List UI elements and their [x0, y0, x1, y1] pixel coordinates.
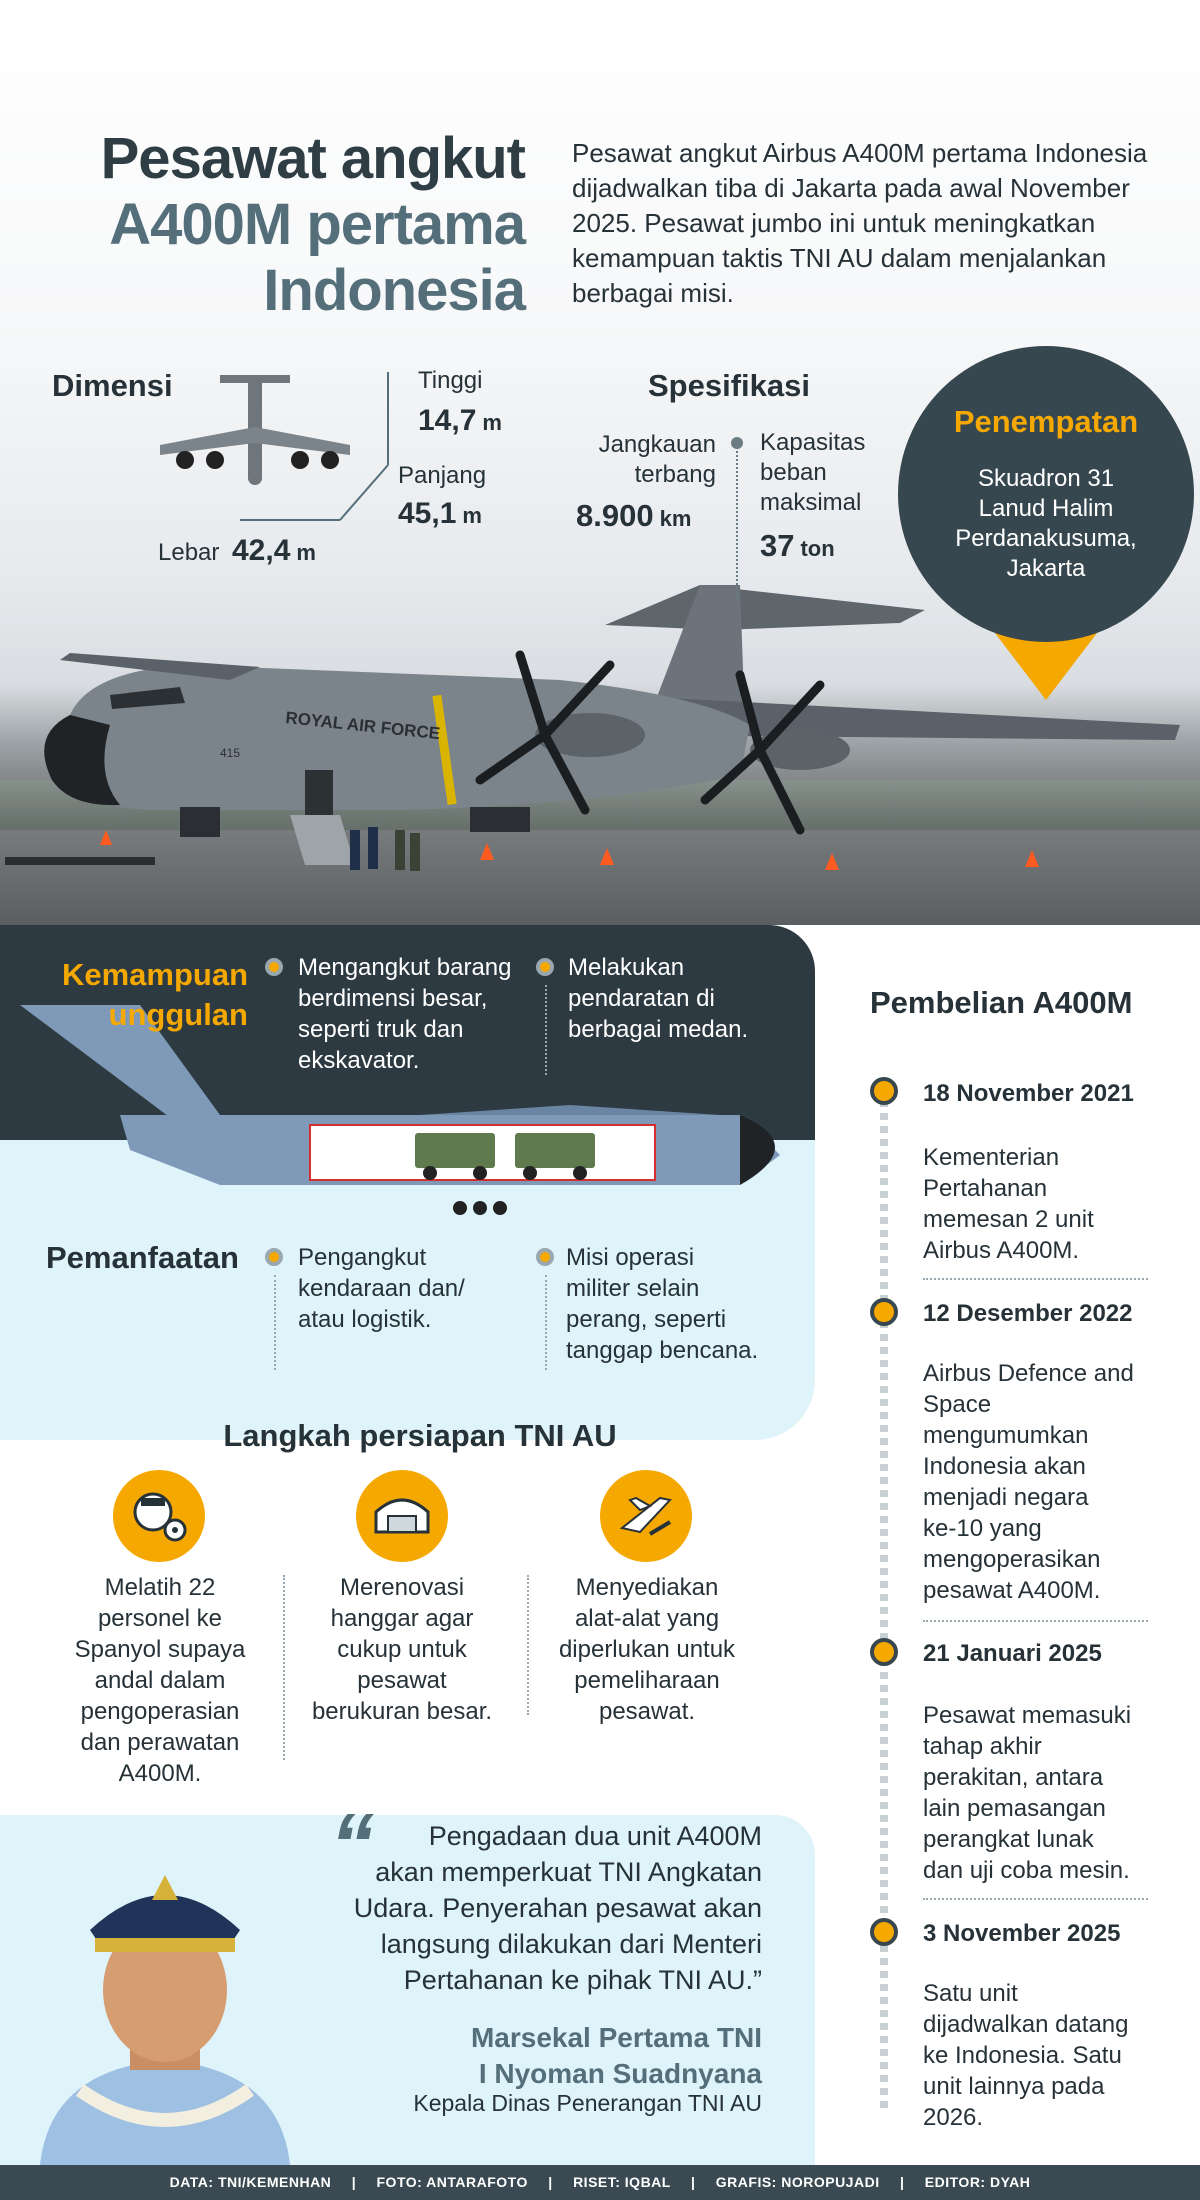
hangar-icon: [356, 1470, 448, 1562]
kemampuan-item-1-line: seperti truk dan: [298, 1016, 464, 1043]
kemampuan-item-2-line: pendaratan di: [568, 985, 715, 1012]
penempatan-line-1: Skuadron 31: [977, 465, 1115, 492]
timeline-text: [923, 1358, 1163, 1606]
penempatan-title: Penempatan: [953, 404, 1139, 439]
kemampuan-title-line-1: Kemampuan: [61, 957, 248, 992]
quote-author-name: [300, 2020, 762, 2092]
penempatan-line-4: Jakarta: [1006, 555, 1086, 582]
timeline-line: Airbus Defence and: [923, 1360, 1134, 1387]
timeline-text: [923, 1700, 1163, 1886]
credit-separator: |: [899, 2174, 905, 2190]
pemanfaatan-item-1: [298, 1242, 518, 1335]
credit-separator: |: [351, 2174, 357, 2190]
credit-riset: RISET: IQBAL: [573, 2174, 671, 2190]
payload-unit: ton: [800, 536, 835, 561]
penempatan-body: [898, 464, 1194, 584]
step-1-line: dan perawatan: [80, 1729, 240, 1756]
page-title: [40, 126, 525, 324]
kemampuan-item-2-line: berbagai medan.: [568, 1016, 749, 1043]
penempatan-line-3: Perdanakusuma,: [955, 525, 1137, 552]
timeline-line: ke Indonesia. Satu: [923, 2042, 1122, 2069]
kemampuan-title-line-2: unggulan: [108, 997, 248, 1032]
step-1-line: Melatih 22: [104, 1574, 216, 1601]
range-label-1: Jangkauan: [598, 431, 716, 458]
intro-paragraph: Pesawat angkut Airbus A400M pertama Indonesia dijadwalkan tiba di Jakarta pada awal November 2025. Pesawat jumbo ini untuk meningkatkan kemampuan taktis TNI AU dalam menjalankan berbagai misi.: [572, 138, 1148, 308]
step-2-line: pesawat: [357, 1667, 447, 1694]
credit-editor: EDITOR: DYAH: [924, 2174, 1031, 2190]
panjang-unit: m: [462, 503, 482, 528]
timeline-date: 3 November 2025: [923, 1920, 1121, 1947]
tinggi-unit: m: [482, 410, 502, 435]
langkah-title: Langkah persiapan TNI AU: [223, 1418, 617, 1453]
timeline-line: 2026.: [923, 2104, 984, 2131]
lebar-label: Lebar: [158, 539, 220, 566]
credit-data: DATA: TNI/KEMENHAN: [169, 2174, 332, 2190]
lebar-value-group: [232, 534, 316, 568]
pemanfaatan-item-1-line: Pengangkut: [298, 1244, 427, 1271]
timeline-date: 12 Desember 2022: [923, 1300, 1133, 1327]
range-value: 8.900: [576, 498, 654, 533]
timeline-line: memesan 2 unit: [923, 1206, 1094, 1233]
tinggi-label: Tinggi: [418, 367, 483, 394]
tail-number: 415: [220, 746, 241, 760]
livery-text: ROYAL AIR FORCE: [284, 708, 441, 744]
step-1-line: pengoperasian: [80, 1698, 240, 1725]
step-3-line: Menyediakan: [575, 1574, 719, 1601]
title-line-3: Indonesia: [263, 258, 525, 323]
kemampuan-title: [38, 955, 248, 1035]
kemampuan-item-2-line: Melakukan: [568, 954, 685, 981]
timeline-dot: [870, 1077, 898, 1105]
kemampuan-item-1-line: berdimensi besar,: [298, 985, 488, 1012]
step-3-line: pesawat.: [598, 1698, 696, 1725]
quote-line: Udara. Penyerahan pesawat akan: [353, 1893, 762, 1923]
tinggi-value-group: [418, 404, 502, 438]
timeline-date: 18 November 2021: [923, 1080, 1134, 1107]
timeline-date: 21 Januari 2025: [923, 1640, 1102, 1667]
panjang-value-group: [398, 497, 482, 531]
pemanfaatan-item-2-line: tanggap bencana.: [566, 1337, 759, 1364]
step-2-line: cukup untuk: [337, 1636, 467, 1663]
kemampuan-bullet-1: [265, 958, 283, 976]
range-value-group: [576, 498, 691, 534]
step-3-line: pemeliharaan: [574, 1667, 720, 1694]
timeline-dot: [870, 1298, 898, 1326]
airplane-tools-icon: [600, 1470, 692, 1562]
pemanfaatan-item-2-line: Misi operasi: [566, 1244, 695, 1271]
payload-label-2: beban: [760, 459, 827, 486]
timeline-separator: [923, 1278, 1148, 1280]
timeline-line: perakitan, antara: [923, 1764, 1104, 1791]
step-2-line: Merenovasi: [339, 1574, 465, 1601]
lebar-value: 42,4: [232, 534, 291, 567]
timeline-line: Airbus A400M.: [923, 1237, 1080, 1264]
kemampuan-item-1-line: ekskavator.: [298, 1047, 420, 1074]
credit-foto: FOTO: ANTARAFOTO: [376, 2174, 528, 2190]
quote-line: langsung dilakukan dari Menteri: [380, 1929, 762, 1959]
credit-grafis: GRAFIS: NOROPUJADI: [715, 2174, 880, 2190]
payload-label: [760, 428, 865, 518]
dimension-lines: [240, 370, 400, 530]
spec-leader-dot: [731, 437, 743, 449]
payload-label-1: Kapasitas: [760, 429, 866, 456]
timeline-line: pesawat A400M.: [923, 1577, 1101, 1604]
penempatan-badge: [898, 346, 1194, 642]
timeline-line: tahap akhir: [923, 1733, 1042, 1760]
quote-line: akan memperkuat TNI Angkatan: [375, 1857, 762, 1887]
timeline-title: Pembelian A400M: [870, 985, 1133, 1020]
title-line-1: Pesawat angkut: [100, 126, 525, 191]
timeline-text: [923, 1142, 1163, 1266]
pemanfaatan-bullet-1: [265, 1248, 283, 1266]
penempatan-line-2: Lanud Halim: [978, 495, 1114, 522]
dimensi-title: Dimensi: [52, 368, 173, 403]
step-2-line: berukuran besar.: [311, 1698, 493, 1725]
pemanfaatan-item-2: [566, 1242, 796, 1366]
timeline-line: Pertahanan: [923, 1175, 1048, 1202]
payload-value-group: [760, 528, 835, 564]
timeline-line: unit lainnya pada: [923, 2073, 1105, 2100]
quote-text: [300, 1818, 762, 1998]
timeline-line: Kementerian: [923, 1144, 1060, 1171]
panjang-label: Panjang: [398, 462, 487, 489]
timeline-line: dan uji coba mesin.: [923, 1857, 1130, 1884]
kemampuan-bullet-2: [536, 958, 554, 976]
panjang-value: 45,1: [398, 497, 457, 530]
timeline-dot: [870, 1918, 898, 1946]
officer-portrait-illustration: [20, 1820, 310, 2165]
timeline-line: menjadi negara: [923, 1484, 1089, 1511]
timeline-separator: [923, 1898, 1148, 1900]
timeline-line: mengumumkan: [923, 1422, 1089, 1449]
spesifikasi-title: Spesifikasi: [648, 368, 810, 403]
step-3-text: [532, 1572, 762, 1727]
timeline-separator: [923, 1620, 1148, 1622]
timeline-dot: [870, 1638, 898, 1666]
step-1-text: [45, 1572, 275, 1789]
step-2-text: [287, 1572, 517, 1727]
steps-divider-1: [283, 1575, 285, 1760]
timeline-line: mengoperasikan: [923, 1546, 1101, 1573]
step-1-line: andal dalam: [94, 1667, 226, 1694]
quote-name-line-2: I Nyoman Suadnyana: [478, 2058, 762, 2089]
timeline-line: lain pemasangan: [923, 1795, 1106, 1822]
step-1-line: A400M.: [118, 1760, 202, 1787]
person-gear-icon: [113, 1470, 205, 1562]
timeline-line: ke-10 yang: [923, 1515, 1042, 1542]
range-label: [560, 430, 716, 490]
timeline-line: Satu unit: [923, 1980, 1018, 2007]
timeline-line: Pesawat memasuki: [923, 1702, 1132, 1729]
pemanfaatan-title: Pemanfaatan: [46, 1240, 239, 1275]
pemanfaatan-divider-1: [274, 1275, 276, 1370]
quote-line: Pengadaan dua unit A400M: [428, 1821, 762, 1851]
pemanfaatan-item-1-line: atau logistik.: [298, 1306, 432, 1333]
kemampuan-item-1: [298, 952, 543, 1076]
lebar-unit: m: [296, 540, 316, 565]
step-1-line: Spanyol supaya: [74, 1636, 246, 1663]
kemampuan-item-1-line: Mengangkut barang: [298, 954, 512, 981]
kemampuan-item-2: [568, 952, 788, 1045]
timeline-line: dijadwalkan datang: [923, 2011, 1129, 2038]
step-2-line: hanggar agar: [330, 1605, 474, 1632]
steps-divider-2: [527, 1575, 529, 1715]
payload-value: 37: [760, 528, 795, 563]
quote-name-line-1: Marsekal Pertama TNI: [470, 2022, 762, 2053]
spec-leader-line: [736, 440, 738, 600]
step-3-line: diperlukan untuk: [558, 1636, 736, 1663]
kemampuan-divider: [545, 985, 547, 1075]
quote-author-role: Kepala Dinas Penerangan TNI AU: [413, 2090, 762, 2116]
payload-label-3: maksimal: [760, 489, 862, 516]
title-line-2: A400M pertama: [109, 192, 525, 257]
tinggi-value: 14,7: [418, 404, 477, 437]
range-unit: km: [659, 506, 692, 531]
credits-footer: [0, 2165, 1200, 2200]
timeline-text: [923, 1978, 1163, 2133]
step-3-line: alat-alat yang: [574, 1605, 720, 1632]
pemanfaatan-divider-2: [545, 1275, 547, 1370]
credit-separator: |: [548, 2174, 553, 2190]
step-1-line: personel ke: [97, 1605, 223, 1632]
pemanfaatan-item-2-line: militer selain: [566, 1275, 700, 1302]
pemanfaatan-item-1-line: kendaraan dan/: [298, 1275, 465, 1302]
range-label-2: terbang: [634, 461, 716, 488]
pemanfaatan-bullet-2: [536, 1248, 554, 1266]
timeline-line: Space: [923, 1391, 992, 1418]
timeline-rail: [880, 1100, 888, 2110]
timeline-line: perangkat lunak: [923, 1826, 1094, 1853]
timeline-line: Indonesia akan: [923, 1453, 1086, 1480]
quote-mark: “: [330, 1795, 374, 1894]
quote-line: Pertahanan ke pihak TNI AU.”: [403, 1965, 762, 1995]
credit-separator: |: [690, 2174, 696, 2190]
pemanfaatan-item-2-line: perang, seperti: [566, 1306, 727, 1333]
